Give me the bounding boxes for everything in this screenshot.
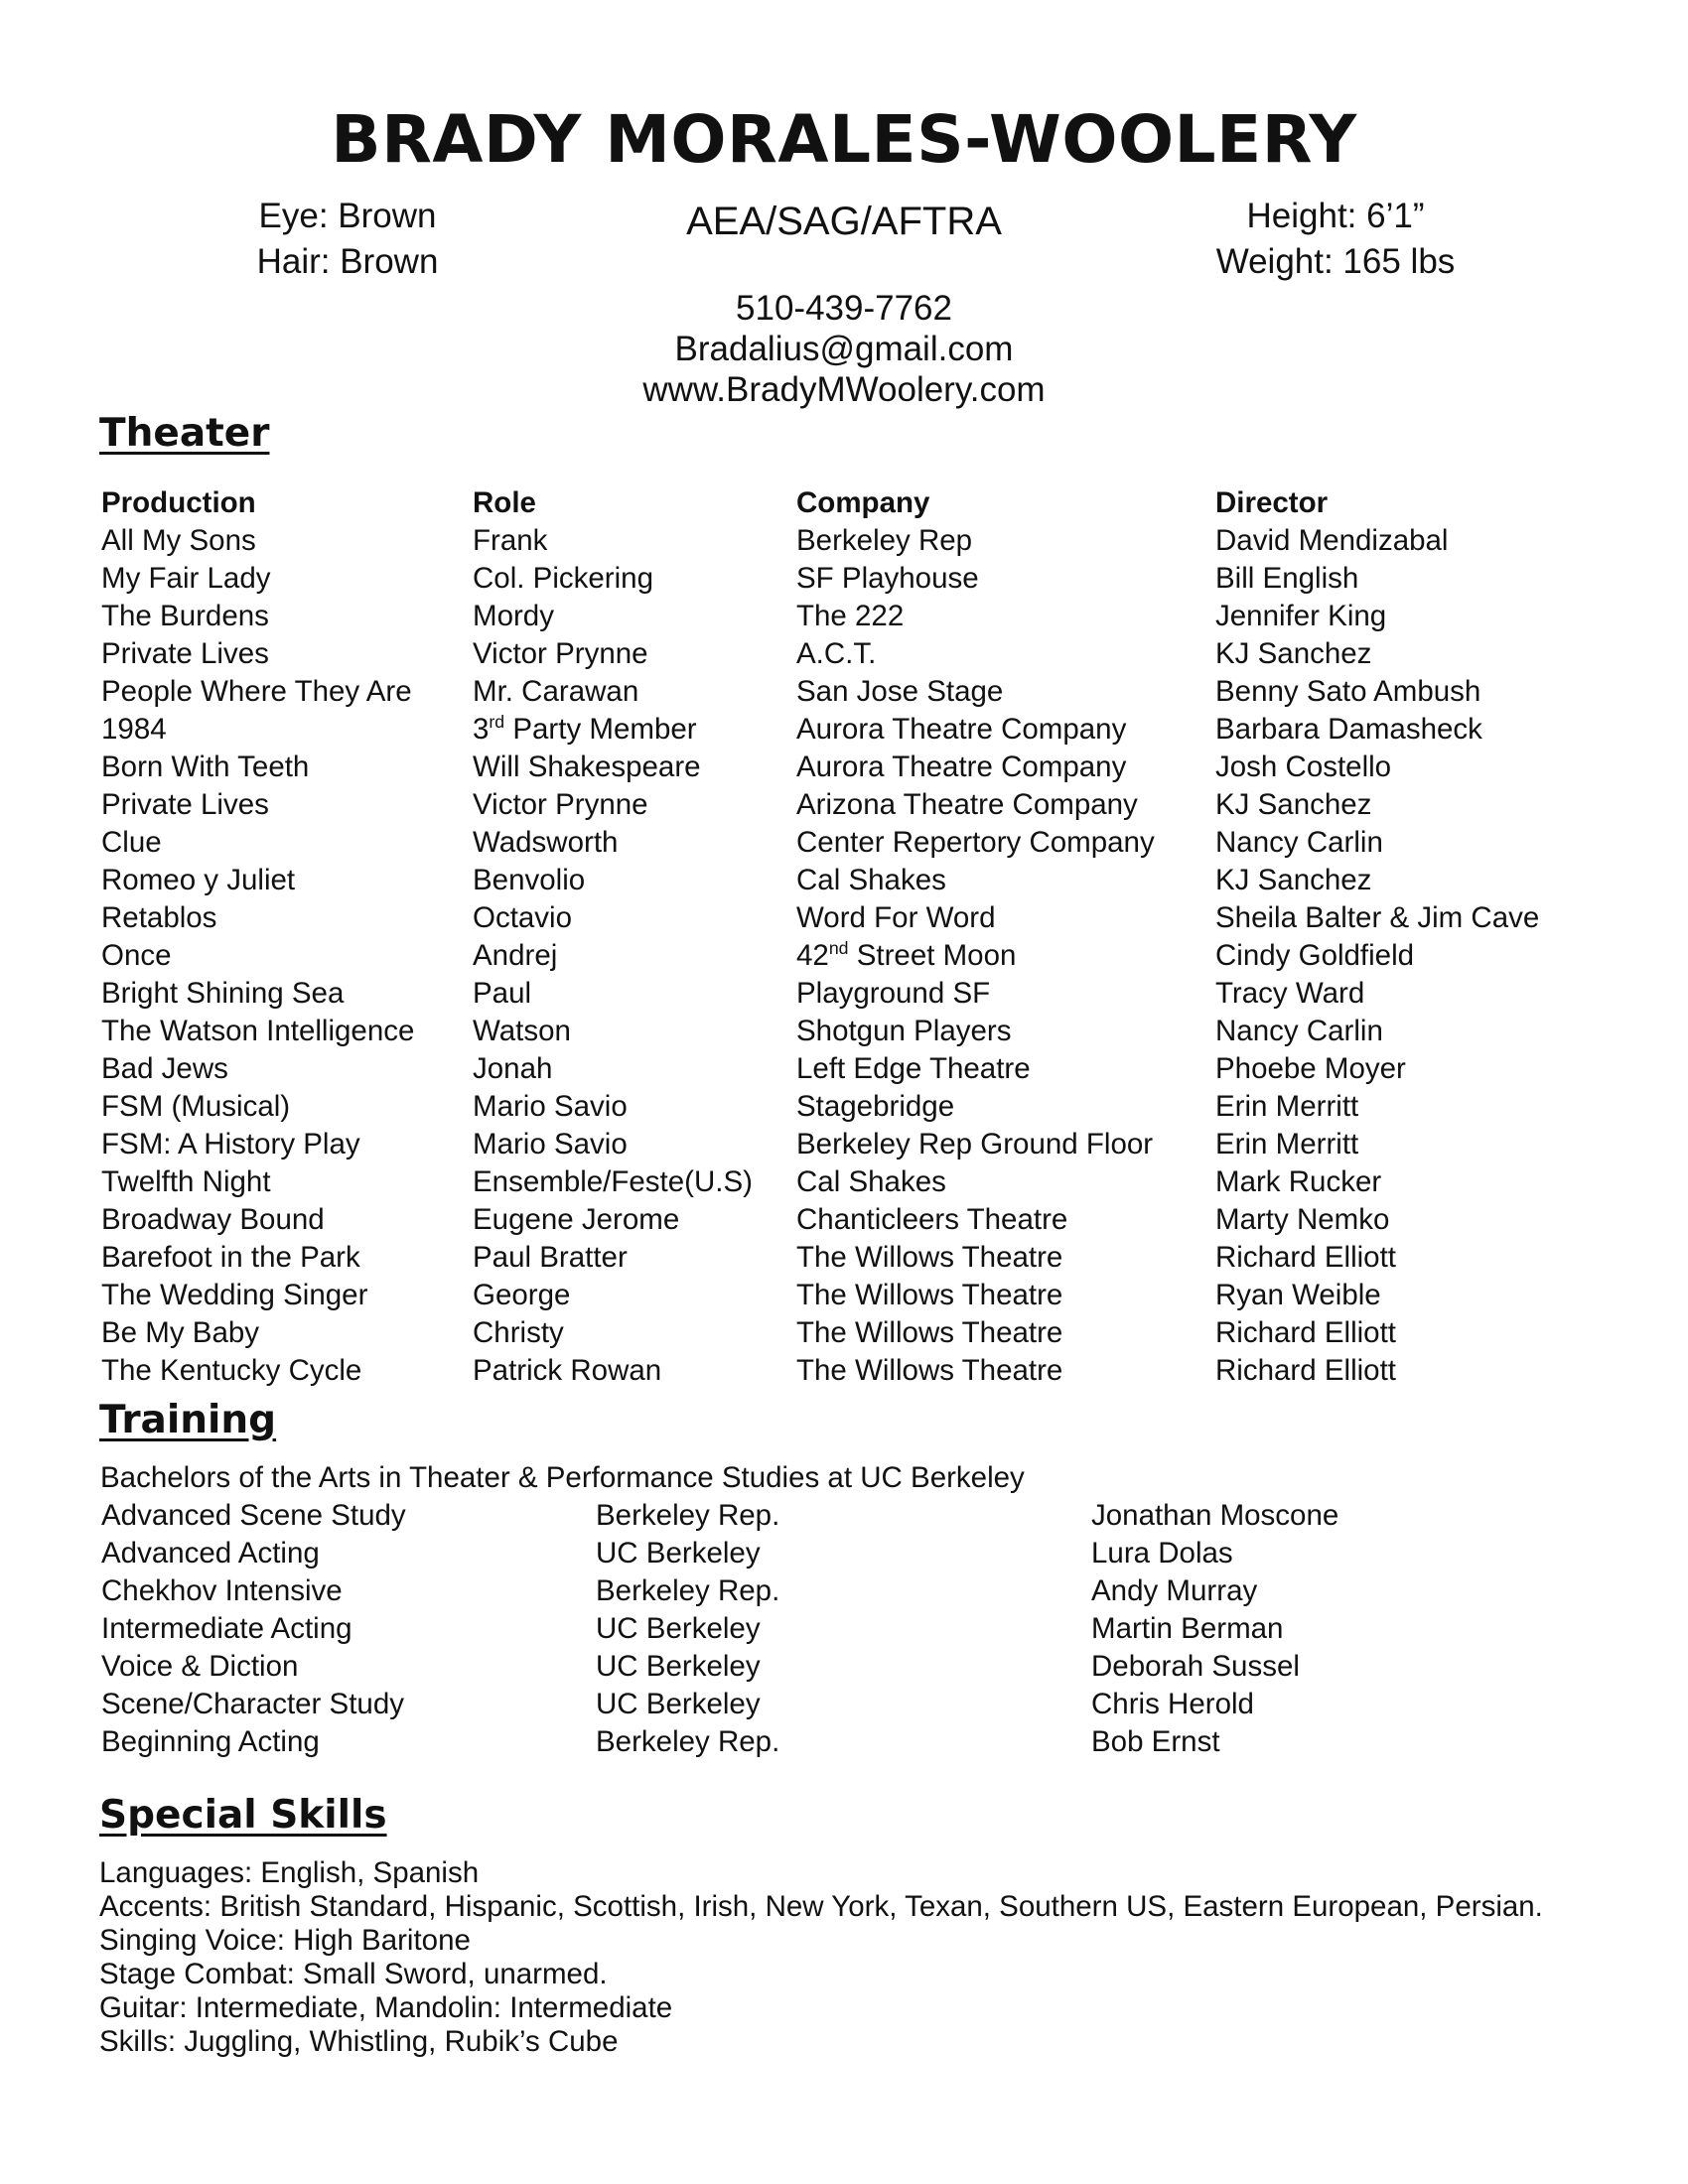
skill-line: Skills: Juggling, Whistling, Rubik’s Cube <box>99 2025 619 2058</box>
table-cell-company: The Willows Theatre <box>796 1241 1063 1274</box>
table-cell-company: Berkeley Rep <box>796 524 973 557</box>
course-list <box>101 1497 406 1761</box>
table-cell-company: Word For Word <box>796 901 996 934</box>
table-cell-teacher: Jonathan Moscone <box>1091 1499 1339 1532</box>
table-cell-director: Tracy Ward <box>1215 977 1365 1010</box>
union-affiliation: AEA/SAG/AFTRA <box>686 200 1002 243</box>
section-title-training: Training <box>99 1398 277 1442</box>
table-cell-role: Ensemble/Feste(U.S) <box>473 1165 753 1198</box>
table-cell-course: Voice & Diction <box>101 1650 299 1683</box>
table-cell-role: Mr. Carawan <box>473 675 639 708</box>
table-cell-school: UC Berkeley <box>596 1537 761 1570</box>
table-cell-company: The 222 <box>796 600 905 632</box>
table-cell-production: The Wedding Singer <box>101 1279 368 1311</box>
table-cell-teacher: Chris Herold <box>1091 1688 1254 1720</box>
table-cell-production: The Watson Intelligence <box>101 1015 415 1047</box>
table-cell-teacher: Andy Murray <box>1091 1574 1258 1607</box>
table-cell-course: Beginning Acting <box>101 1725 320 1758</box>
table-cell-company: Stagebridge <box>796 1090 955 1123</box>
table-cell-school: Berkeley Rep. <box>596 1725 780 1758</box>
header-production: Production <box>101 486 256 519</box>
table-cell-company: Cal Shakes <box>796 864 946 896</box>
table-cell-course: Advanced Scene Study <box>101 1499 406 1532</box>
theater-col-company <box>796 484 1155 1390</box>
table-cell-director: Mark Rucker <box>1215 1165 1382 1198</box>
table-cell-production: The Burdens <box>101 600 269 632</box>
degree-line: Bachelors of the Arts in Theater & Performance Studies at UC Berkeley <box>100 1461 1025 1494</box>
phone-number: 510-439-7762 <box>736 289 952 328</box>
table-cell-director: KJ Sanchez <box>1215 864 1372 896</box>
table-cell-company: Aurora Theatre Company <box>796 751 1127 783</box>
table-cell-production: 1984 <box>101 713 167 746</box>
table-cell-role: Jonah <box>473 1052 553 1085</box>
table-cell-production: Once <box>101 939 172 972</box>
training-col-teacher <box>1091 1497 1338 1761</box>
theater-col-director <box>1215 484 1539 1390</box>
table-cell-director: Jennifer King <box>1215 600 1387 632</box>
table-cell-school: UC Berkeley <box>596 1650 761 1683</box>
skill-line: Singing Voice: High Baritone <box>99 1924 471 1957</box>
table-cell-company: Playground SF <box>796 977 991 1010</box>
table-cell-production: Clue <box>101 826 162 859</box>
table-cell-school: UC Berkeley <box>596 1612 761 1645</box>
table-cell-director: KJ Sanchez <box>1215 637 1372 670</box>
training-col-school <box>596 1497 779 1761</box>
table-cell-director: Phoebe Moyer <box>1215 1052 1406 1085</box>
table-cell-director: Cindy Goldfield <box>1215 939 1415 972</box>
table-cell-role: Patrick Rowan <box>473 1354 662 1387</box>
table-cell-director: Barbara Damasheck <box>1215 713 1482 746</box>
table-cell-director: KJ Sanchez <box>1215 788 1372 821</box>
table-cell-director: Erin Merritt <box>1215 1128 1359 1160</box>
skill-line: Languages: English, Spanish <box>99 1856 480 1889</box>
table-cell-teacher: Deborah Sussel <box>1091 1650 1300 1683</box>
table-cell-role: Christy <box>473 1316 564 1349</box>
table-cell-production: My Fair Lady <box>101 562 271 595</box>
table-cell-course: Intermediate Acting <box>101 1612 352 1645</box>
table-cell-company: Arizona Theatre Company <box>796 788 1138 821</box>
skills-list <box>99 1856 1543 2059</box>
theater-col-production <box>101 484 414 1390</box>
contact-info <box>0 288 1688 410</box>
hair-color: Hair: Brown <box>256 242 439 281</box>
table-cell-production: Twelfth Night <box>101 1165 271 1198</box>
table-cell-production: Barefoot in the Park <box>101 1241 360 1274</box>
email-address: Bradalius@gmail.com <box>674 330 1014 368</box>
table-cell-production: The Kentucky Cycle <box>101 1354 362 1387</box>
table-cell-company: Berkeley Rep Ground Floor <box>796 1128 1154 1160</box>
table-cell-course: Scene/Character Study <box>101 1688 404 1720</box>
table-cell-role: Watson <box>473 1015 571 1047</box>
table-cell-role: Paul Bratter <box>473 1241 628 1274</box>
school-list <box>596 1497 779 1761</box>
table-cell-company: Cal Shakes <box>796 1165 946 1198</box>
table-cell-role: Paul <box>473 977 532 1010</box>
table-cell-role: Col. Pickering <box>473 562 653 595</box>
table-cell-director: Bill English <box>1215 562 1359 595</box>
theater-col-role <box>473 484 753 1390</box>
table-cell-company: The Willows Theatre <box>796 1316 1063 1349</box>
table-cell-production: All My Sons <box>101 524 256 557</box>
table-cell-director: Erin Merritt <box>1215 1090 1359 1123</box>
eye-color: Eye: Brown <box>258 197 437 235</box>
table-cell-director: Richard Elliott <box>1215 1316 1396 1349</box>
table-cell-company: San Jose Stage <box>796 675 1004 708</box>
header-company: Company <box>796 486 930 519</box>
height: Height: 6’1” <box>1246 197 1425 235</box>
table-cell-course: Chekhov Intensive <box>101 1574 343 1607</box>
skill-line: Guitar: Intermediate, Mandolin: Intermediate <box>99 1991 673 2024</box>
table-cell-role: Wadsworth <box>473 826 619 859</box>
director-list <box>1215 522 1539 1390</box>
table-cell-director: Nancy Carlin <box>1215 1015 1383 1047</box>
table-cell-school: UC Berkeley <box>596 1688 761 1720</box>
table-cell-production: Private Lives <box>101 788 269 821</box>
table-cell-production: Private Lives <box>101 637 269 670</box>
height-weight-block <box>1192 194 1479 285</box>
header-role: Role <box>473 486 536 519</box>
table-cell-production: Retablos <box>101 901 217 934</box>
skill-line: Stage Combat: Small Sword, unarmed. <box>99 1958 608 1990</box>
table-cell-company: 42nd Street Moon <box>796 938 1017 972</box>
table-cell-production: Bright Shining Sea <box>101 977 345 1010</box>
table-cell-role: George <box>473 1279 571 1311</box>
skill-line: Accents: British Standard, Hispanic, Scottish, Irish, New York, Texan, Southern US, Eastern European, Persian. <box>99 1890 1543 1923</box>
table-cell-company: A.C.T. <box>796 637 877 670</box>
table-cell-role: Mario Savio <box>473 1090 628 1123</box>
table-cell-company: The Willows Theatre <box>796 1279 1063 1311</box>
table-cell-role: 3rd Party Member <box>473 712 697 746</box>
table-cell-company: SF Playhouse <box>796 562 979 595</box>
table-cell-teacher: Bob Ernst <box>1091 1725 1220 1758</box>
table-cell-role: Will Shakespeare <box>473 751 701 783</box>
table-cell-director: Benny Sato Ambush <box>1215 675 1481 708</box>
training-col-course <box>101 1497 406 1761</box>
section-title-theater: Theater <box>99 411 270 456</box>
role-list <box>473 522 753 1390</box>
table-cell-company: Center Repertory Company <box>796 826 1155 859</box>
table-cell-director: Ryan Weible <box>1215 1279 1381 1311</box>
table-cell-course: Advanced Acting <box>101 1537 320 1570</box>
table-cell-director: David Mendizabal <box>1215 524 1449 557</box>
table-cell-director: Marty Nemko <box>1215 1203 1390 1236</box>
table-cell-production: FSM (Musical) <box>101 1090 291 1123</box>
production-list <box>101 522 414 1390</box>
table-cell-director: Sheila Balter & Jim Cave <box>1215 901 1540 934</box>
table-cell-production: Bad Jews <box>101 1052 228 1085</box>
table-cell-company: Chanticleers Theatre <box>796 1203 1068 1236</box>
table-cell-company: Aurora Theatre Company <box>796 713 1127 746</box>
table-cell-production: Born With Teeth <box>101 751 310 783</box>
section-title-special-skills: Special Skills <box>99 1793 387 1838</box>
website-url: www.BradyMWoolery.com <box>642 370 1046 409</box>
table-cell-company: The Willows Theatre <box>796 1354 1063 1387</box>
table-cell-role: Octavio <box>473 901 573 934</box>
table-cell-director: Josh Costello <box>1215 751 1392 783</box>
teacher-list <box>1091 1497 1338 1761</box>
table-cell-school: Berkeley Rep. <box>596 1574 780 1607</box>
table-cell-teacher: Martin Berman <box>1091 1612 1284 1645</box>
table-cell-role: Benvolio <box>473 864 586 896</box>
weight: Weight: 165 lbs <box>1215 242 1456 281</box>
table-cell-teacher: Lura Dolas <box>1091 1537 1233 1570</box>
table-cell-role: Mordy <box>473 600 554 632</box>
table-cell-role: Eugene Jerome <box>473 1203 680 1236</box>
table-cell-role: Frank <box>473 524 548 557</box>
table-cell-role: Victor Prynne <box>473 788 648 821</box>
actor-name: BRADY MORALES-WOOLERY <box>331 101 1357 178</box>
table-cell-director: Richard Elliott <box>1215 1241 1396 1274</box>
table-cell-director: Nancy Carlin <box>1215 826 1383 859</box>
header-director: Director <box>1215 486 1329 519</box>
table-cell-role: Victor Prynne <box>473 637 648 670</box>
table-cell-company: Shotgun Players <box>796 1015 1012 1047</box>
table-cell-production: FSM: A History Play <box>101 1128 360 1160</box>
table-cell-director: Richard Elliott <box>1215 1354 1396 1387</box>
table-cell-company: Left Edge Theatre <box>796 1052 1031 1085</box>
table-cell-school: Berkeley Rep. <box>596 1499 780 1532</box>
table-cell-production: Broadway Bound <box>101 1203 325 1236</box>
table-cell-production: Be My Baby <box>101 1316 260 1349</box>
table-cell-role: Mario Savio <box>473 1128 628 1160</box>
table-cell-role: Andrej <box>473 939 558 972</box>
table-cell-production: Romeo y Juliet <box>101 864 296 896</box>
table-cell-production: People Where They Are <box>101 675 412 708</box>
company-list <box>796 522 1155 1390</box>
